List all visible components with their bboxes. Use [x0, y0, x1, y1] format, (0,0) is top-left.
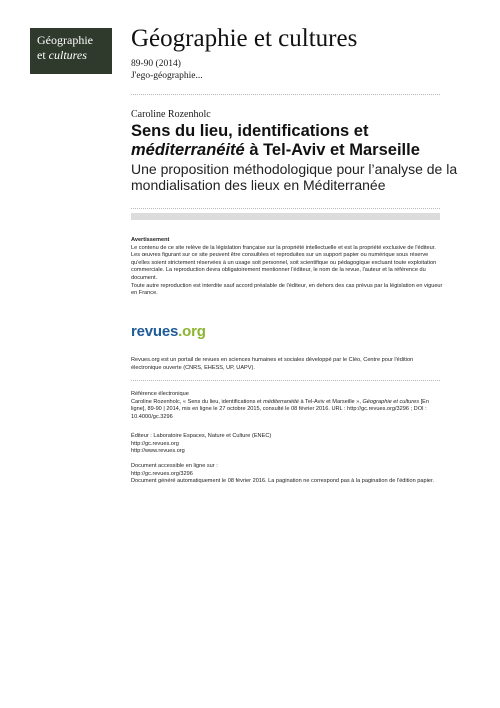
warning-p3: Toute autre reproduction est interdite sauf accord préalable de l'éditeur, en dehors des cas prévus par la législation en vigueur en France.	[131, 282, 443, 297]
online-link[interactable]: http://gc.revues.org/3296	[131, 470, 193, 477]
divider-top	[131, 94, 440, 95]
reference-text-italic1: méditerranéité	[263, 398, 299, 405]
publisher-section	[131, 433, 443, 456]
logo-line2	[37, 48, 112, 63]
warning-section	[131, 237, 443, 298]
article-subtitle: Une proposition méthodologique pour l’analyse de la mondialisation des lieux en Méditerranée	[131, 161, 458, 193]
revues-logo[interactable]	[131, 323, 206, 341]
warning-p2: Les œuvres figurant sur ce site peuvent être consultées et reproduites sur un support papier ou numérique sous réserve qu'elles soient strictement réservées à un usage soit personnel, soit scientifique ou pédagogique excluant toute exploitation commerciale. La reproduction devra obligatoirement mentionner l'éditeur, le nom de la revue, l'auteur et la référence du document.	[131, 252, 437, 281]
article-author: Caroline Rozenholc	[131, 109, 211, 120]
journal-dossier: J'ego-géographie...	[131, 71, 203, 81]
article-title-part2: à Tel-Aviv et Marseille	[249, 141, 420, 159]
logo-line1: Géographie	[37, 33, 93, 47]
warning-p1: Le contenu de ce site relève de la législation française sur la propriété intellectuelle et est la propriété exclusive de l'éditeur.	[131, 244, 436, 251]
reference-text-b: à Tel-Aviv et Marseille »,	[298, 398, 363, 405]
publisher-link2[interactable]: http://www.revues.org	[131, 448, 185, 455]
revues-description: Revues.org est un portail de revues en sciences humaines et sociales développé par le Cléo, Centre pour l'édition électronique ouverte (CNRS, EHESS, UP, UAPV).	[131, 357, 414, 371]
journal-logo	[30, 28, 112, 74]
divider-bottom	[131, 208, 440, 209]
journal-title: Géographie et cultures	[131, 25, 358, 52]
journal-issue: 89-90 (2014)	[131, 59, 181, 69]
article-title	[131, 122, 461, 160]
reference-text-italic2: Géographie et cultures	[362, 398, 420, 405]
reference-text-c[interactable]: [En ligne], 89-90 | 2014, mis en ligne le 27 octobre 2015, consulté le 08 février 2016. URL : http://gc.revues.org/3296 ; DOI : 10.4000/gc.3296	[131, 398, 429, 420]
article-title-part1: Sens du lieu, identifications et	[131, 122, 369, 140]
grey-bar	[131, 213, 440, 220]
revues-logo-b: .org	[178, 323, 206, 340]
article-title-italic: méditerranéité	[131, 141, 245, 159]
revues-logo-a: revues	[131, 323, 179, 340]
warning-heading: Avertissement	[131, 237, 170, 243]
reference-section	[131, 391, 443, 421]
online-line1: Document accessible en ligne sur :	[131, 463, 218, 469]
reference-text-a: Caroline Rozenholc, « Sens du lieu, identifications et	[131, 398, 264, 405]
reference-text	[131, 399, 443, 422]
logo-line2-rest: cultures	[48, 48, 87, 62]
publisher-link1[interactable]: http://gc.revues.org	[131, 440, 179, 447]
online-section	[131, 463, 443, 486]
logo-line2-prefix: et	[37, 48, 46, 62]
reference-heading: Référence électronique	[131, 391, 189, 397]
online-line3: Document généré automatiquement le 08 février 2016. La pagination ne correspond pas à la pagination de l'édition papier.	[131, 478, 435, 485]
publisher-line1: Éditeur : Laboratoire Espaces, Nature et Culture (ENEC)	[131, 433, 272, 439]
divider-reference	[131, 380, 440, 381]
